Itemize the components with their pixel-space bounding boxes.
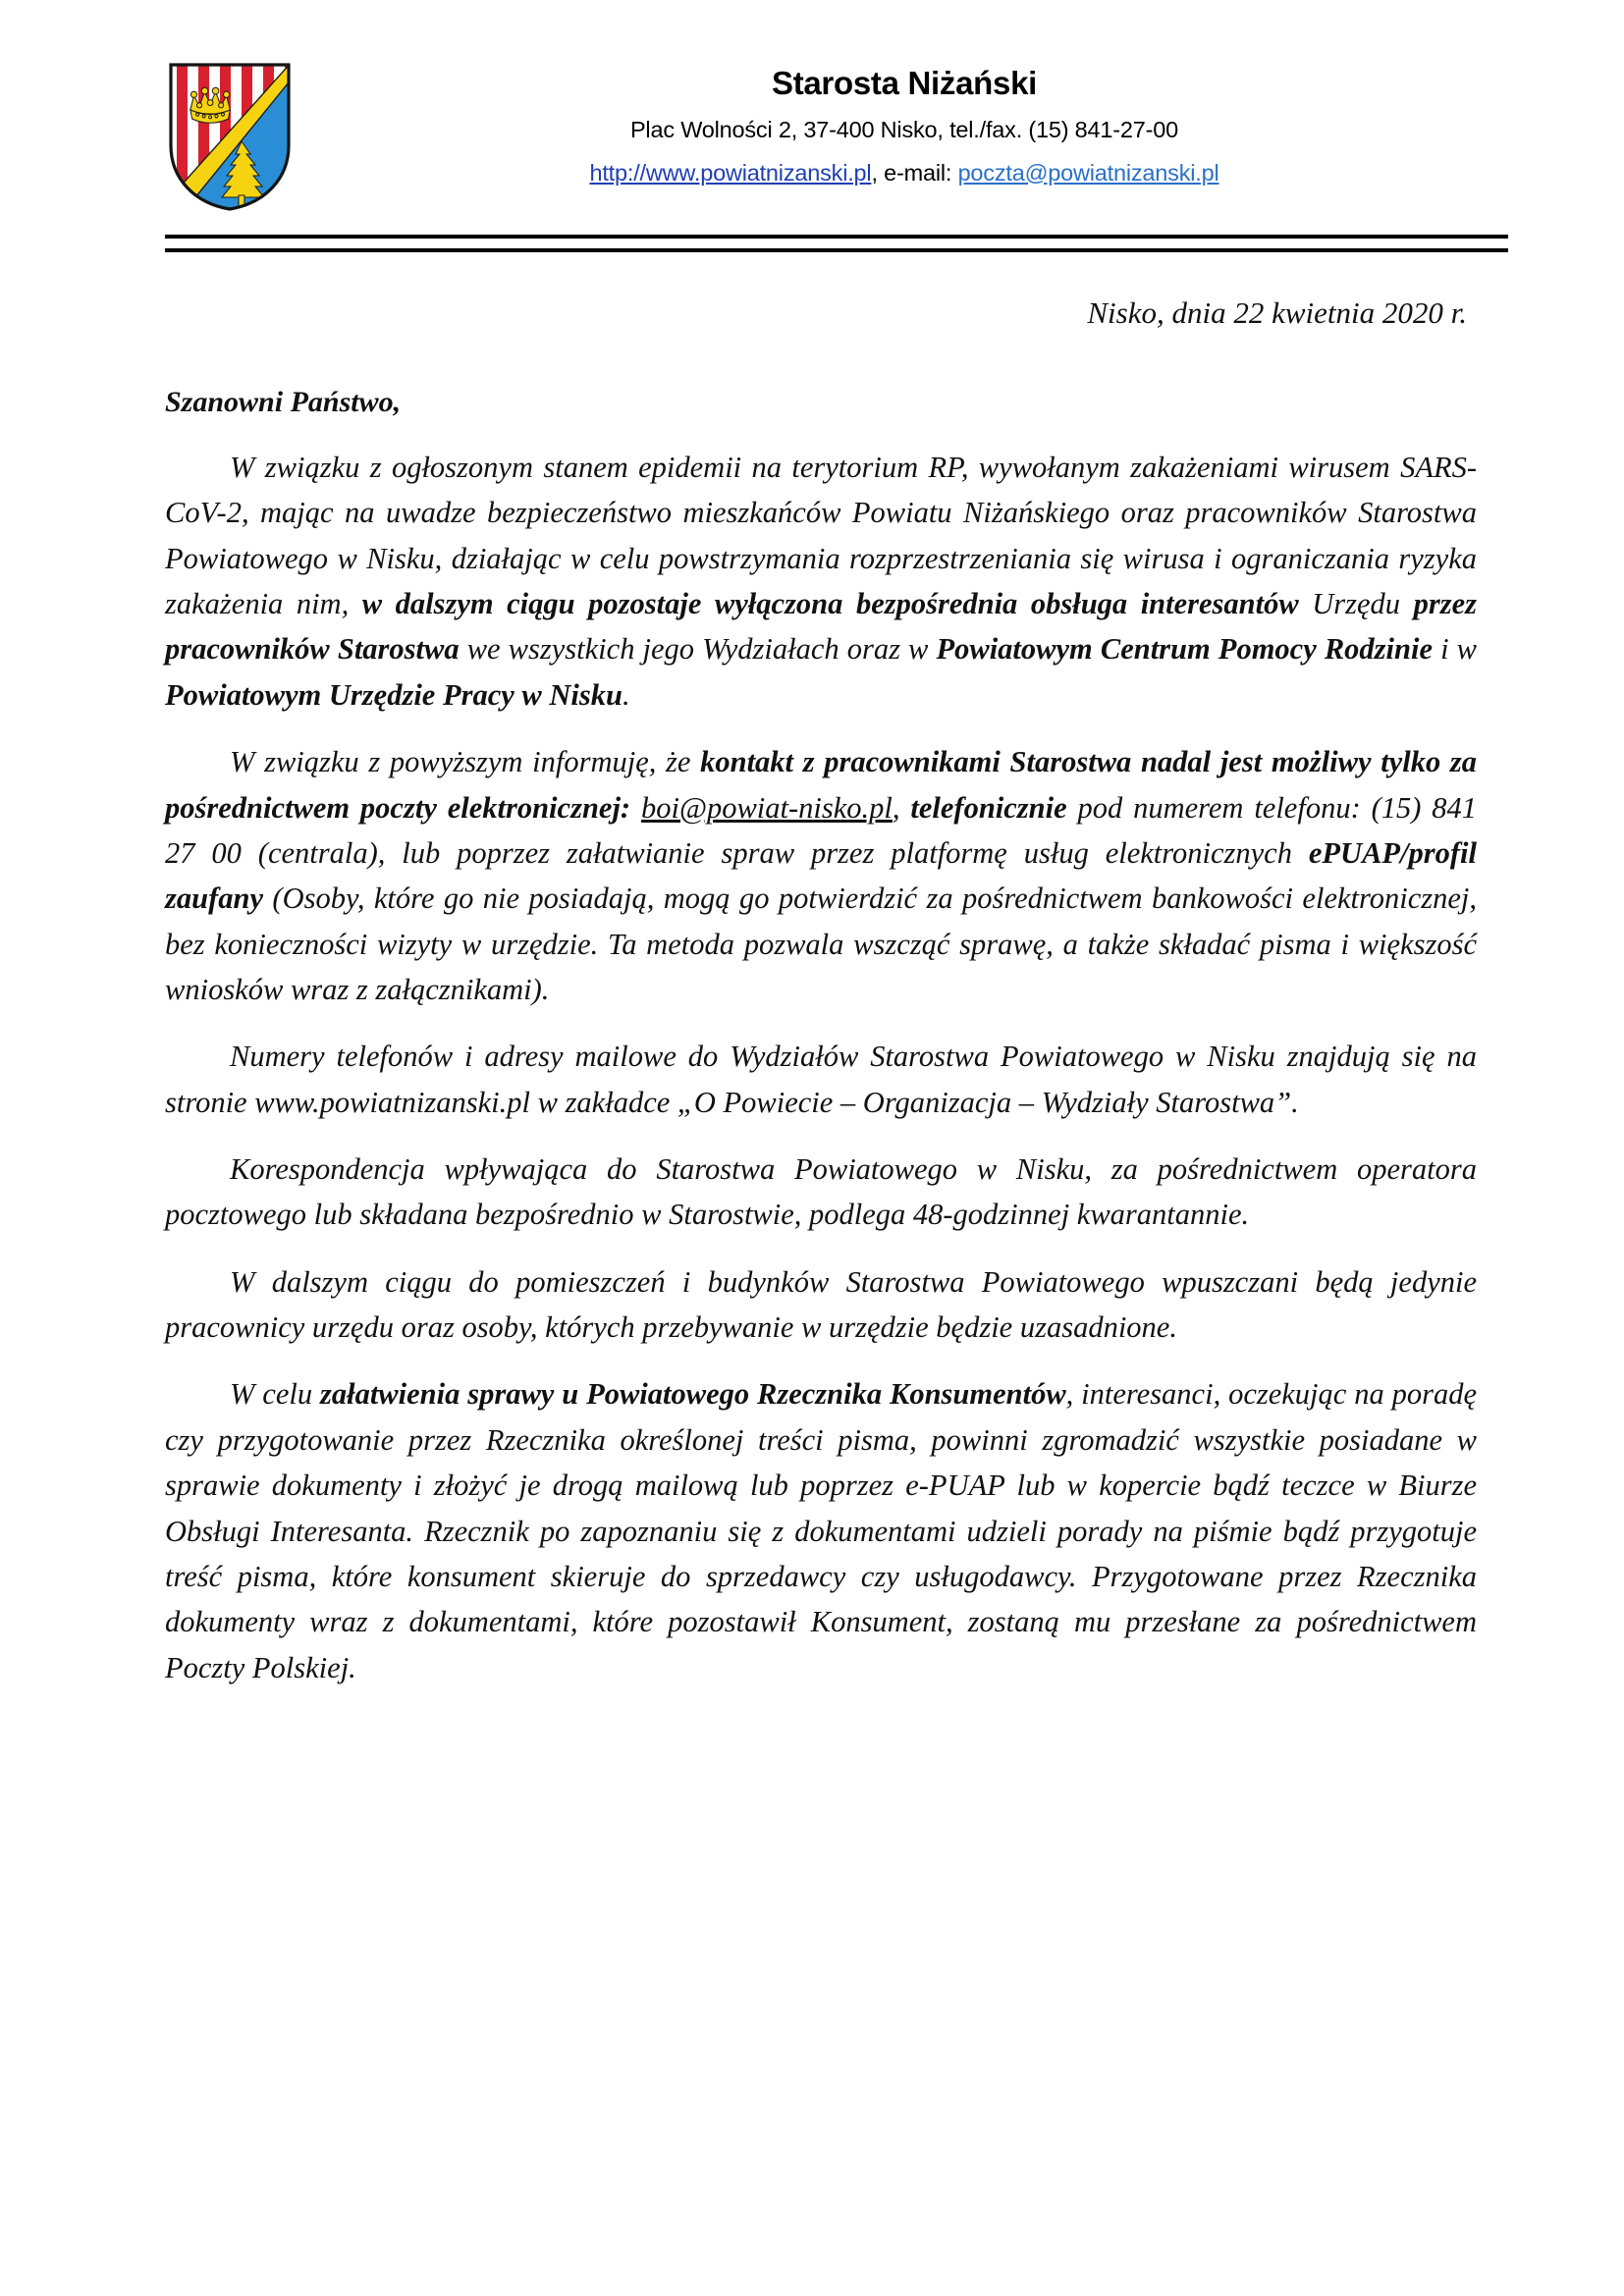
letter-body <box>0 331 1624 1690</box>
p1-bold-3: Powiatowym Centrum Pomocy Rodzinie <box>936 632 1433 667</box>
p5-text-1: W dalszym ciągu do pomieszczeń i budynków Starostwa Powiatowego wpuszczani będą jedynie pracownicy urzędu oraz osoby, których przebywanie w urzędzie będzie uzasadnione. <box>165 1264 1477 1345</box>
paragraph-3 <box>165 1034 1477 1125</box>
p4-text-1: Korespondencja wpływająca do Starostwa Powiatowego w Nisku, za pośrednictwem operatora pocztowego lub składana bezpośrednio w Starostwie, podlega 48-godzinnej kwarantannie. <box>165 1152 1477 1232</box>
p6-text-1: W celu <box>230 1377 320 1412</box>
p1-bold-4: Powiatowym Urzędzie Pracy w Nisku <box>165 677 623 712</box>
p2-bold-3: ePUAP/profil zaufany <box>165 835 1477 916</box>
p1-text-1: W związku z ogłoszonym stanem epidemii na terytorium RP, wywołanym zakażeniami wirusem SARS-CoV-2, mając na uwadze bezpieczeństwo mieszkańców Powiatu Niżańskiego oraz pracowników Starostwa Powiatowego w Nisku, działając w celu powstrzymania rozprzestrzeniania się wirusa i ograniczania ryzyka zakażenia nim, <box>165 451 1477 621</box>
paragraph-2 <box>165 739 1477 1012</box>
p6-bold-1: załatwienia sprawy u Powiatowego Rzecznika Konsumentów <box>319 1377 1066 1412</box>
paragraph-4 <box>165 1147 1477 1238</box>
date-line: Nisko, dnia 22 kwietnia 2020 r. <box>1087 295 1467 330</box>
p1-bold-2: przez pracowników Starostwa <box>165 587 1477 667</box>
p2-bold-2: telefonicznie <box>910 790 1067 825</box>
letterhead-text <box>293 49 1506 190</box>
p1-text-5: . <box>622 677 630 712</box>
p1-text-3: we wszystkich jego Wydziałach oraz w <box>459 632 937 667</box>
organization-title: Starosta Niżański <box>771 65 1037 101</box>
p2-text-1: W związku z powyższym informuję, że <box>230 745 701 779</box>
header-divider <box>165 235 1508 252</box>
p2-text-3: , <box>892 790 911 825</box>
contact-separator: , e-mail: <box>871 159 958 186</box>
p2-space-1 <box>630 791 641 825</box>
letterhead <box>0 0 1624 213</box>
p1-bold-1: w dalszym ciągu pozostaje wyłączona bezpośrednia obsługa interesantów <box>361 587 1299 621</box>
p2-text-4: pod numerem telefonu: (15) 841 27 00 (centrala), lub poprzez załatwianie spraw przez platformę usług elektronicznych <box>165 790 1477 870</box>
paragraph-1 <box>165 445 1477 718</box>
salutation: Szanowni Państwo, <box>165 386 402 418</box>
p2-text-5: (Osoby, które go nie posiadają, mogą go potwierdzić za pośrednictwem bankowości elektronicznej, bez konieczności wizyty w urzędzie. Ta metoda pozwala wszcząć sprawę, a także składać pisma i większość wniosków wraz z załącznikami). <box>165 881 1477 1006</box>
p1-text-4: i w <box>1433 632 1477 667</box>
p3-text-1: Numery telefonów i adresy mailowe do Wydziałów Starostwa Powiatowego w Nisku znajdują się na stronie www.powiatnizanski.pl w zakładce „O Powiecie – Organizacja – Wydziały Starostwa”. <box>165 1040 1477 1119</box>
paragraph-5 <box>165 1259 1477 1351</box>
coat-of-arms-icon <box>167 61 293 213</box>
boi-email-link[interactable]: boi@powiat-nisko.pl <box>640 790 893 825</box>
p2-bold-1: kontakt z pracownikami Starostwa nadal jest możliwy tylko za pośrednictwem poczty elektronicznej: <box>165 745 1477 825</box>
p6-text-2: , interesanci, oczekując na poradę czy przygotowanie przez Rzecznika określonej treści pisma, powinni zgromadzić wszystkie posiadane w sprawie dokumenty i złożyć je drogą mailową lub poprzez e-PUAP lub w kopercie bądź teczce w Biurze Obsługi Interesanta. Rzecznik po zapoznaniu się z dokumentami udzieli porady na piśmie bądź przygotuje treść pisma, które konsument skieruje do sprzedawcy czy usługodawcy. Przygotowane przez Rzecznika dokumenty wraz z dokumentami, które pozostawił Konsument, zostaną mu przesłane za pośrednictwem Poczty Polskiej. <box>165 1377 1477 1684</box>
divider-gap <box>165 239 1508 248</box>
website-link[interactable]: http://www.powiatnizanski.pl <box>589 159 872 186</box>
organization-address: Plac Wolności 2, 37-400 Nisko, tel./fax. (15) 841-27-00 <box>629 117 1179 143</box>
email-link[interactable]: poczta@powiatnizanski.pl <box>957 159 1219 186</box>
p1-text-2: Urzędu <box>1298 587 1414 621</box>
organization-contact <box>302 156 1506 190</box>
paragraph-6 <box>165 1371 1477 1690</box>
